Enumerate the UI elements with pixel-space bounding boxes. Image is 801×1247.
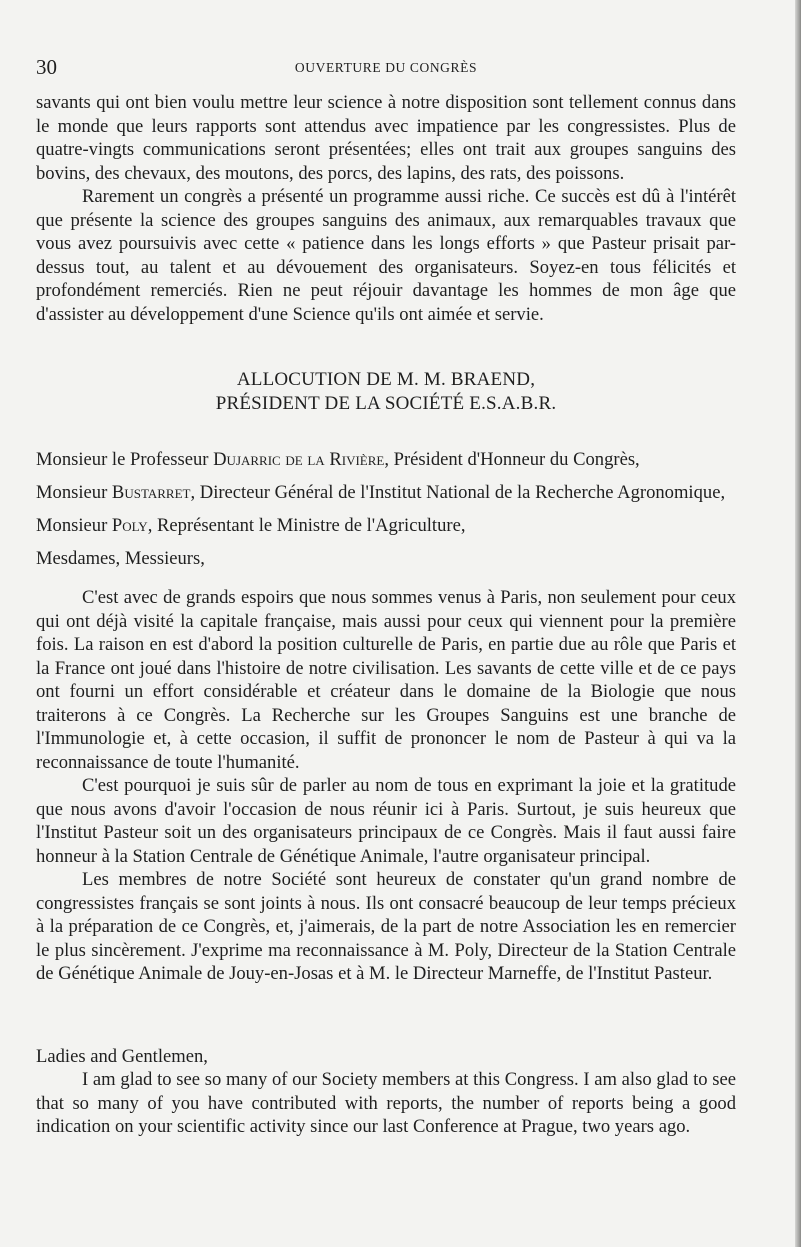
paragraph: C'est avec de grands espoirs que nous sommes venus à Paris, non seulement pour ceux qui ont déjà visité la capitale française, mais aussi pour ceux qui viennent pour la première fois. La raison en est d'abord la position culturelle de Paris, en partie due au rôle que Paris et la France ont joué dans l'histoire de notre civilisation. Les savants de cette ville et de ce pays ont fourni un effort considérable et créateur dans le domaine de la Biologie que nous traiterons à ce Congrès. La Recherche sur les Groupes Sanguins est une branche de l'Immunologie et, à cette occasion, il suffit de prononcer le nom de Pasteur à qui va la reconnaissance de toute l'humanité. (36, 587, 736, 773)
page-header (36, 52, 736, 82)
salutation-prefix: Mesdames, Messieurs, (36, 548, 205, 569)
paragraph: Rarement un congrès a présenté un programme aussi riche. Ce succès est dû à l'intérêt que présente la science des groupes sanguins des animaux, aux remarquables travaux que vous avez poursuivis avec cette « patience dans les longs efforts » que Pasteur prisait par-dessus tout, au talent et au dévouement des organisateurs. Soyez-en tous félicités et profondément remerciés. Rien ne peut réjouir davantage les hommes de mon âge que d'assister au développement d'une Science qu'ils ont aimée et servie. (36, 186, 736, 325)
intro-text (36, 91, 736, 326)
paragraph: Les membres de notre Société sont heureux de constater qu'un grand nombre de congressistes français se sont joints à nous. Ils ont consacré beaucoup de leur temps précieux à la préparation de ce Congrès, et, j'aimerais, de la part de notre Association les en remercier le plus sincèrement. J'exprime ma reconnaissance à M. Poly, Directeur de la Station Centrale de Génétique Animale de Jouy-en-Josas et à M. le Directeur Marneffe, de l'Institut Pasteur. (36, 869, 736, 984)
paragraph: C'est pourquoi je suis sûr de parler au nom de tous en exprimant la joie et la gratitude que nous avons d'avoir l'occasion de nous réunir ici à Paris. Surtout, je suis heureux que l'Institut Pasteur soit un des organisateurs principaux de ce Congrès. Mais il faut aussi faire honneur à la Station Centrale de Génétique Animale, l'autre organisateur principal. (36, 775, 736, 867)
heading-line-2: PRÉSIDENT DE LA SOCIÉTÉ E.S.A.B.R. (215, 393, 557, 414)
salutation-prefix: Monsieur (36, 515, 112, 536)
english-address (36, 1068, 736, 1139)
paragraph: savants qui ont bien voulu mettre leur science à notre disposition sont tellement connus dans le monde que leurs rapports sont attendus avec impatience par les congressistes. Plus de quatre-vingts communications seront présentées; elles ont trait aux groupes sanguins des bovins, des chevaux, des moutons, des porcs, des lapins, des rats, des poissons. (36, 92, 736, 184)
salutation-line (36, 514, 736, 538)
salutation-line (36, 448, 736, 472)
heading-line-1: ALLOCUTION DE M. M. BRAEND, (236, 369, 536, 390)
english-salutation: Ladies and Gentlemen, (36, 1046, 208, 1067)
salutation-suffix: , Représentant le Ministre de l'Agriculture, (147, 515, 466, 536)
salutation-name: Dujarric de la Rivière (213, 449, 385, 470)
salutation-prefix: Monsieur le Professeur (36, 449, 214, 470)
salutation-line (36, 547, 736, 571)
salutation-suffix: , Président d'Honneur du Congrès, (384, 449, 640, 470)
salutations (36, 448, 736, 580)
running-title: OUVERTURE DU CONGRÈS (294, 60, 478, 75)
section-heading (36, 368, 736, 416)
salutation-name: Poly (111, 515, 148, 536)
salutation-name: Bustarret (111, 482, 191, 503)
page-number: 30 (36, 55, 57, 79)
salutation-prefix: Monsieur (36, 482, 112, 503)
paragraph: I am glad to see so many of our Society members at this Congress. I am also glad to see that so many of you have contributed with reports, the number of reports being a good indication on your scientific activity since our last Conference at Prague, two years ago. (36, 1069, 736, 1137)
french-address (36, 586, 736, 986)
salutation-line (36, 481, 736, 505)
page-edge-shadow (795, 0, 801, 1247)
salutation-suffix: , Directeur Général de l'Institut National de la Recherche Agronomique, (190, 482, 726, 503)
